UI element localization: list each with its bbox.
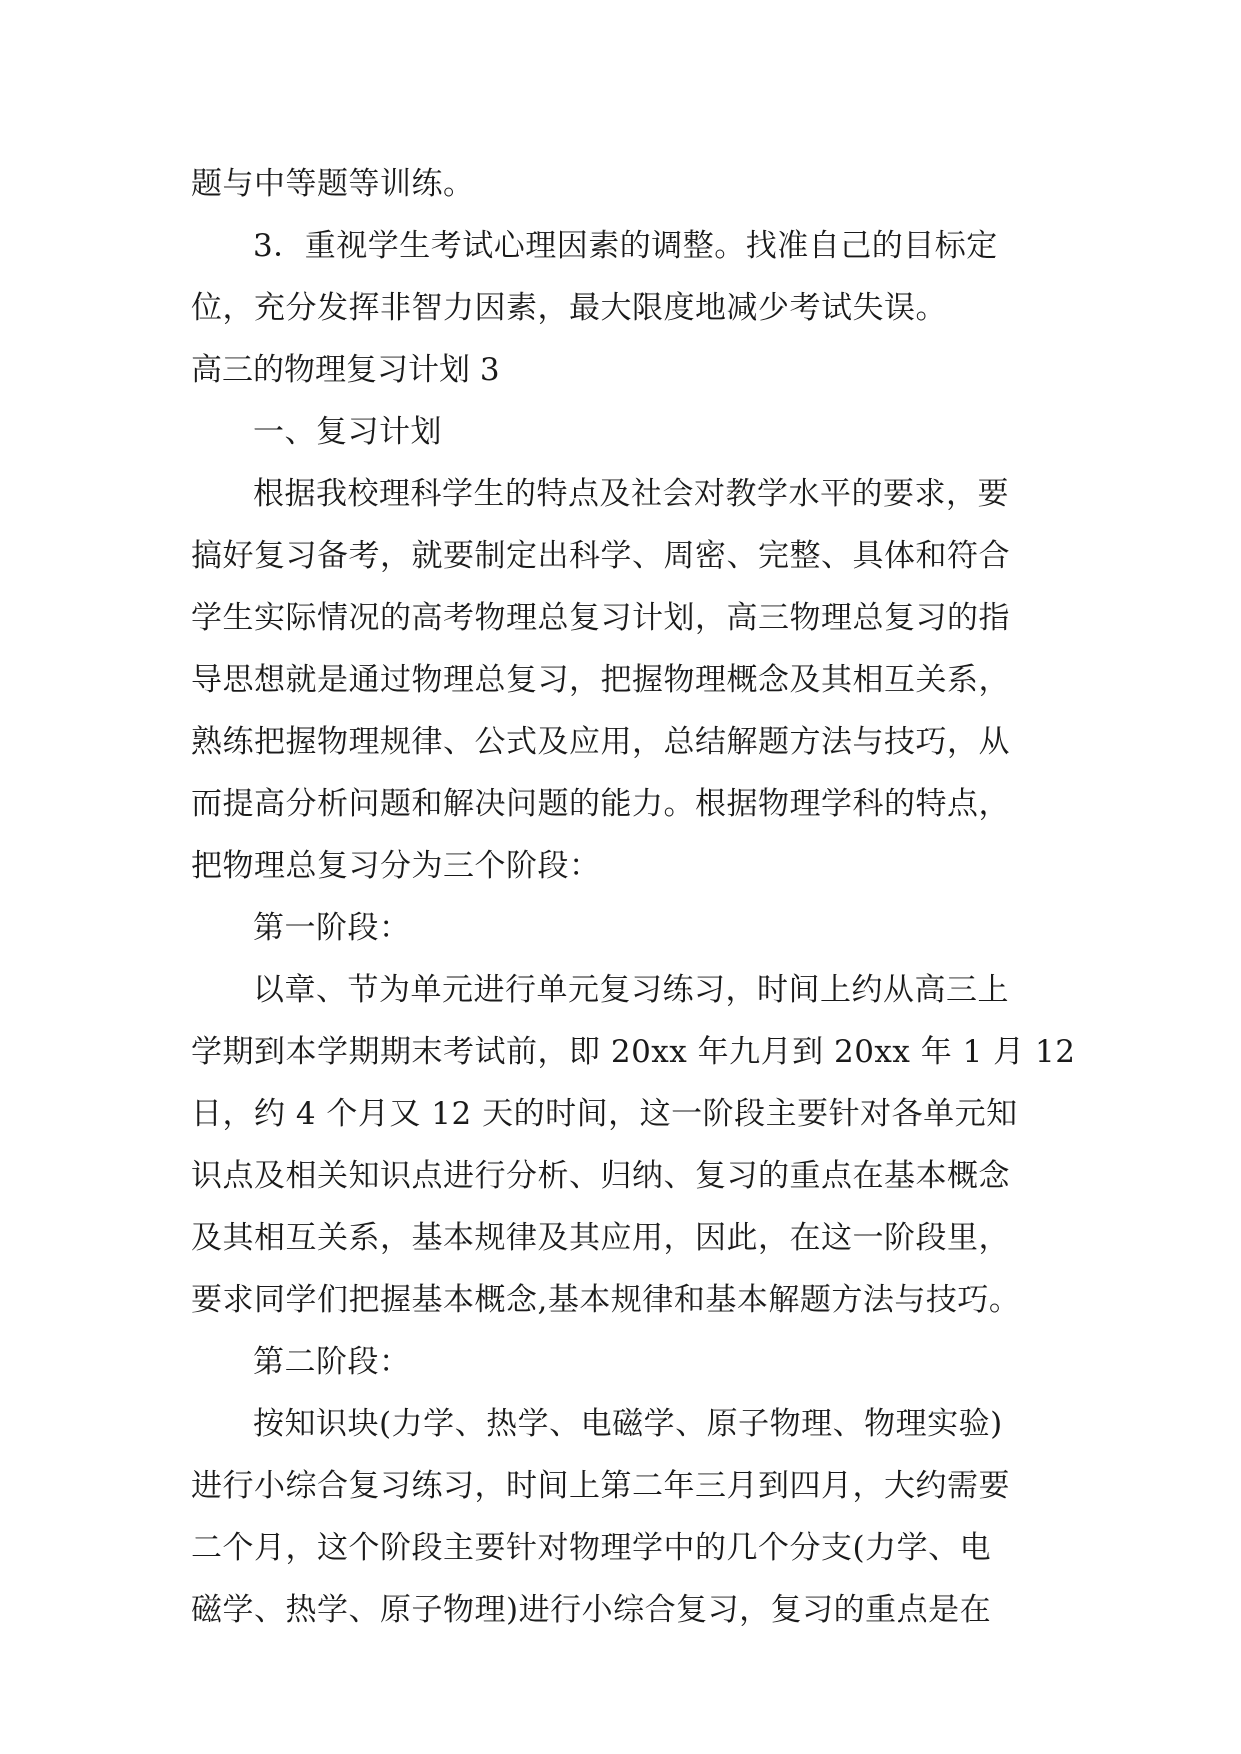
text-line: 磁学、热学、原子物理)进行小综合复习，复习的重点是在 [191, 1592, 992, 1628]
text-line: 而提高分析问题和解决问题的能力。根据物理学科的特点， [191, 786, 1010, 822]
subsection-heading: 一、复习计划 [253, 414, 442, 450]
section-heading: 高三的物理复习计划 3 [191, 352, 500, 388]
text-line: 识点及相关知识点进行分析、归纳、复习的重点在基本概念 [191, 1158, 1010, 1194]
text-line: 学生实际情况的高考物理总复习计划，高三物理总复习的指 [191, 600, 1010, 636]
text-line: 位，充分发挥非智力因素，最大限度地减少考试失误。 [191, 290, 947, 326]
text-line: 3．重视学生考试心理因素的调整。找准自己的目标定 [253, 228, 998, 264]
document-body [191, 153, 1076, 1641]
text-line: 把物理总复习分为三个阶段： [191, 848, 601, 884]
stage-heading: 第二阶段： [253, 1344, 411, 1380]
text-line: 以章、节为单元进行单元复习练习，时间上约从高三上 [253, 972, 1009, 1008]
text-line: 日，约 4 个月又 12 天的时间，这一阶段主要针对各单元知 [191, 1096, 1018, 1132]
text-line: 导思想就是通过物理总复习，把握物理概念及其相互关系， [191, 662, 1010, 698]
text-line: 题与中等题等训练。 [191, 166, 475, 202]
text-line: 根据我校理科学生的特点及社会对教学水平的要求，要 [253, 476, 1009, 512]
text-line: 二个月，这个阶段主要针对物理学中的几个分支(力学、电 [191, 1530, 992, 1566]
text-line: 搞好复习备考，就要制定出科学、周密、完整、具体和符合 [191, 538, 1010, 574]
text-line: 熟练把握物理规律、公式及应用，总结解题方法与技巧，从 [191, 724, 1010, 760]
text-line: 要求同学们把握基本概念,基本规律和基本解题方法与技巧。 [191, 1282, 1021, 1318]
text-line: 及其相互关系，基本规律及其应用，因此，在这一阶段里， [191, 1220, 1010, 1256]
text-line: 按知识块(力学、热学、电磁学、原子物理、物理实验) [253, 1406, 1003, 1442]
text-line: 进行小综合复习练习，时间上第二年三月到四月，大约需要 [191, 1468, 1010, 1504]
text-line: 学期到本学期期末考试前，即 20xx 年九月到 20xx 年 1 月 12 [191, 1034, 1076, 1070]
stage-heading: 第一阶段： [253, 910, 411, 946]
